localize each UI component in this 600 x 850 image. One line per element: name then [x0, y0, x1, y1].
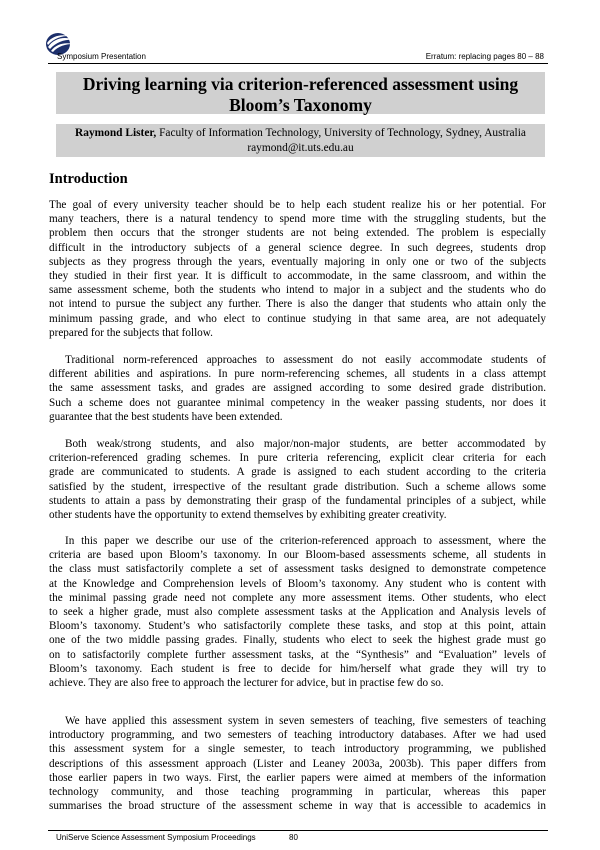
text-line: descriptions of this assessment approach (Lister and Leaney 2003a, 2003b). This paper differs from [49, 757, 546, 770]
text-line: Both weak/strong students, and also major/non-major students, are better accommodated by [65, 438, 546, 450]
text-line: Traditional norm-referenced approaches to assessment do not easily accommodate students of [65, 354, 546, 366]
text-line: Bloom’s taxonomy. Student’s who satisfactorily complete these tasks, and stop at this point, attain [49, 620, 546, 633]
text-line: summarises the broad structure of the assessment scheme in way that is accessible to academics in [49, 800, 546, 813]
text-line: different abilities and aspirations. In pure norm-referencing schemes, all students in a class attempt [49, 368, 546, 381]
paragraph-5 [49, 714, 546, 813]
header-right-label: Erratum: replacing pages 80 – 88 [425, 52, 544, 61]
paper-title [56, 74, 545, 116]
text-line: difficult in the introductory subjects of a general science degree. In such degrees, students drop [49, 241, 546, 254]
title-line-1: Driving learning via criterion-referenced assessment using [82, 74, 519, 94]
text-line: The goal of every university teacher should be to help each student realize his or her potential. For [49, 199, 546, 211]
section-heading: Introduction [49, 171, 128, 187]
paragraph-2 [49, 353, 546, 424]
text-line: We have applied this assessment system in seven semesters of teaching, five semesters of teaching [65, 715, 546, 727]
text-line: guarantee that the best students have been extended. [49, 410, 283, 423]
author-line [56, 126, 545, 141]
page-number: 80 [289, 833, 298, 842]
footer-proceedings-label: UniServe Science Assessment Symposium Proceedings [56, 833, 256, 842]
text-line: at the Knowledge and Comprehension levels of Bloom’s taxonomy. Any student who is content with [49, 577, 546, 590]
text-line: minimum passing grade, and who elect to continue studying in that same area, are not adequately [49, 312, 546, 325]
text-line: problem then occurs that the stronger students are not being extended. The problem is especially [49, 227, 546, 240]
header-left-label: Symposium Presentation [57, 52, 146, 61]
text-line: subjects as they progress through the years, eventually majoring in only one or two of the subjects [49, 255, 546, 268]
text-line: on to satisfactorily complete further assessment tasks, at the “Synthesis” and “Evaluation” levels of [49, 648, 546, 661]
text-line: not intend to pursue the subject any further. There is also the danger that students who attain only the [49, 298, 546, 311]
text-line: criterion-referenced grading schemes. In pure criteria referencing, explicit clear criteria for each [49, 452, 546, 465]
text-line: grade are communicated to students. A grade is assigned to each student according to the criteria [49, 466, 546, 479]
text-line: Bloom’s taxonomy. Each student is free to decide for him/herself what grade they will try to [49, 662, 546, 675]
author-email: raymond@it.uts.edu.au [247, 142, 354, 154]
text-line: prepared for the subjects that follow. [49, 326, 213, 339]
paragraph-1 [49, 198, 546, 340]
text-line: Such a scheme does not guarantee minimal competency in the weaker passing students, nor does it [49, 396, 546, 409]
header-rule [48, 63, 548, 64]
text-line: In this paper we describe our use of the criterion-referenced approach to assessment, where the [65, 535, 546, 547]
author-affiliation: Faculty of Information Technology, University of Technology, Sydney, Australia [156, 127, 526, 139]
text-line: the minimal passing grade need not complete any more assessment items. Other students, who elect [49, 591, 546, 604]
author-block [56, 126, 545, 156]
text-line: one of the two middle passing grades. Finally, students who elect to seek the highest grade must go [49, 634, 546, 647]
text-line: introductory programming, and two semesters of teaching introductory databases. After we had used [49, 729, 546, 742]
text-line: technology community, and those teaching programming in particular, whereas this paper [49, 786, 546, 799]
text-line: criteria are based upon Bloom’s taxonomy. In our Bloom-based assessments scheme, all students in [49, 549, 546, 562]
text-line: those earlier papers in two ways. First, the earlier papers were aimed at members of the information [49, 771, 546, 784]
text-line: the class must satisfactorily complete a set of assessment tasks designed to demonstrate competence [49, 563, 546, 576]
text-line: students to attain a pass by demonstrating their grasp of the fundamental principles of a subject, while [49, 494, 546, 507]
text-line: this assessment system for a single semester, to teach introductory programming, we published [49, 743, 546, 756]
text-line: the same assessment tasks, and grades are assigned according to some desired grade distribution. [49, 382, 546, 395]
paragraph-4 [49, 534, 546, 690]
text-line: achieve. They are also free to approach the lecturer for advice, but in practise few do so. [49, 677, 444, 690]
text-line: to seek a higher grade, must also complete assessment tasks at the Application and Analysis levels of [49, 606, 546, 619]
text-line: same assessment scheme, both the students who intend to major in a subject and the students who do [49, 284, 546, 297]
footer-rule [48, 830, 548, 831]
author-name: Raymond Lister, [75, 127, 157, 139]
text-line: other students have the opportunity to extend themselves by exhibiting greater creativity. [49, 509, 447, 522]
title-line-2: Bloom’s Taxonomy [229, 95, 372, 115]
text-line: satisfied by the student, irrespective of the resultant grade distribution. Such a scheme allows some [49, 480, 546, 493]
text-line: many teachers, there is a natural tendency to spend more time with the struggling students, but the [49, 213, 546, 226]
text-line: they studied in their first year. It is difficult to accommodate, in the same classroom, and within the [49, 270, 546, 283]
paragraph-3 [49, 437, 546, 522]
